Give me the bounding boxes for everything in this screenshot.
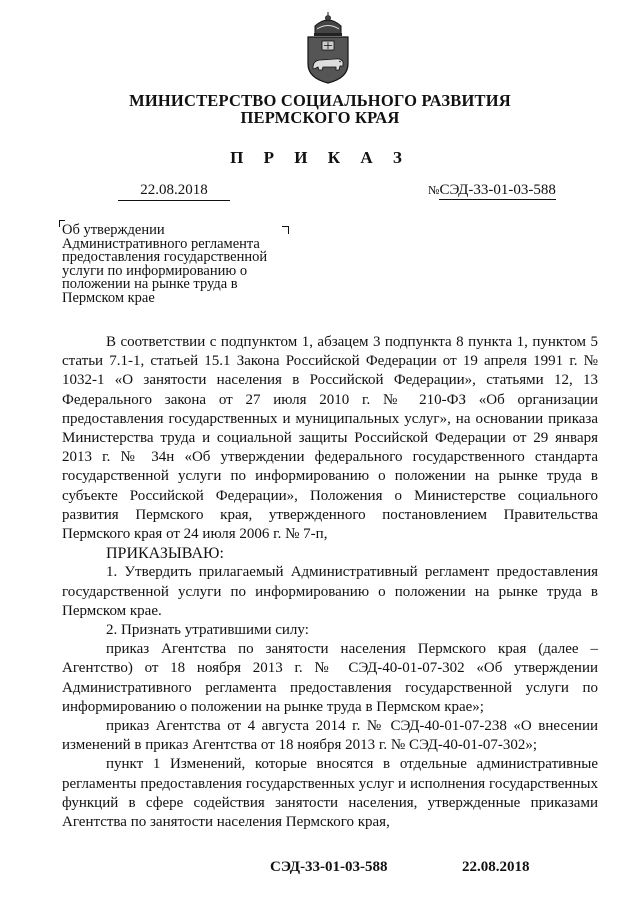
footer-document-number: СЭД-33-01-03-588 [270,859,388,875]
preamble-paragraph: В соответствии с подпунктом 1, абзацем 3 подпункта 8 пункта 1, пунктом 5 статьи 7.1-1, статьей 15.1 Закона Российской Федерации от 19 апреля 1991 г. № 1032-1 «О занятости населения в Российской Федерации», статьями 12, 13 Федерального закона от 27 июля 2010 г. № 210-ФЗ «Об организации предоставления государственных и муниципальных услуг», на основании приказа Министерства труда и социальной защиты Российской Федерации от 29 января 2013 г. № 34н «Об утверждении федерального государственного стандарта государственной услуги по информированию о положении на рынке труда в субъекте Российской Федерации», Положения о Министерстве социального развития Пермского края, утвержденного постановлением Правительства Пермского края от 24 июля 2006 г. № 7-п, [62,334,598,543]
document-type-title: П Р И К А З [230,148,410,167]
ministry-name-line1: МИНИСТЕРСТВО СОЦИАЛЬНОГО РАЗВИТИЯ [129,91,511,110]
order-number [428,182,556,199]
order-number-value: СЭД-33-01-03-588 [439,182,556,198]
ministry-name-line2: ПЕРМСКОГО КРАЯ [240,108,400,127]
repealed-order-3: пункт 1 Изменений, которые вносятся в отдельные административные регламенты предоставления государственных услуг и исполнения государственных функций в сфере содействия занятости населения, утвержденные приказами Агентства по занятости населения Пермского края, [62,756,598,831]
item-1-paragraph: 1. Утвердить прилагаемый Административный регламент предоставления государственной услуги по информированию о положении на рынке труда в Пермском крае. [62,564,598,619]
order-date: 22.08.2018 [118,182,230,201]
order-subject: Об утверждении Административного регламента предоставления государственной услуги по информированию о положении на рынке труда в Пермском крае [62,222,268,306]
order-directive: ПРИКАЗЫВАЮ: [106,545,224,563]
footer-document-date: 22.08.2018 [462,859,530,875]
number-sign: № [428,183,440,197]
repealed-order-2: приказ Агентства от 4 августа 2014 г. № СЭД-40-01-07-238 «О внесении изменений в приказ Агентства от 18 ноября 2013 г. № СЭД-40-01-07-302»; [62,718,598,754]
perm-krai-coat-of-arms-icon [303,12,353,84]
item-2-paragraph: 2. Признать утратившими силу: [106,622,309,639]
repealed-order-1: приказ Агентства по занятости населения Пермского края (далее – Агентство) от 18 ноября 2013 г. № СЭД-40-01-07-302 «Об утверждении Административного регламента предоставления государственной услуги по информированию о положении на рынке труда в Пермском крае»; [62,641,598,715]
order-body [62,333,598,832]
